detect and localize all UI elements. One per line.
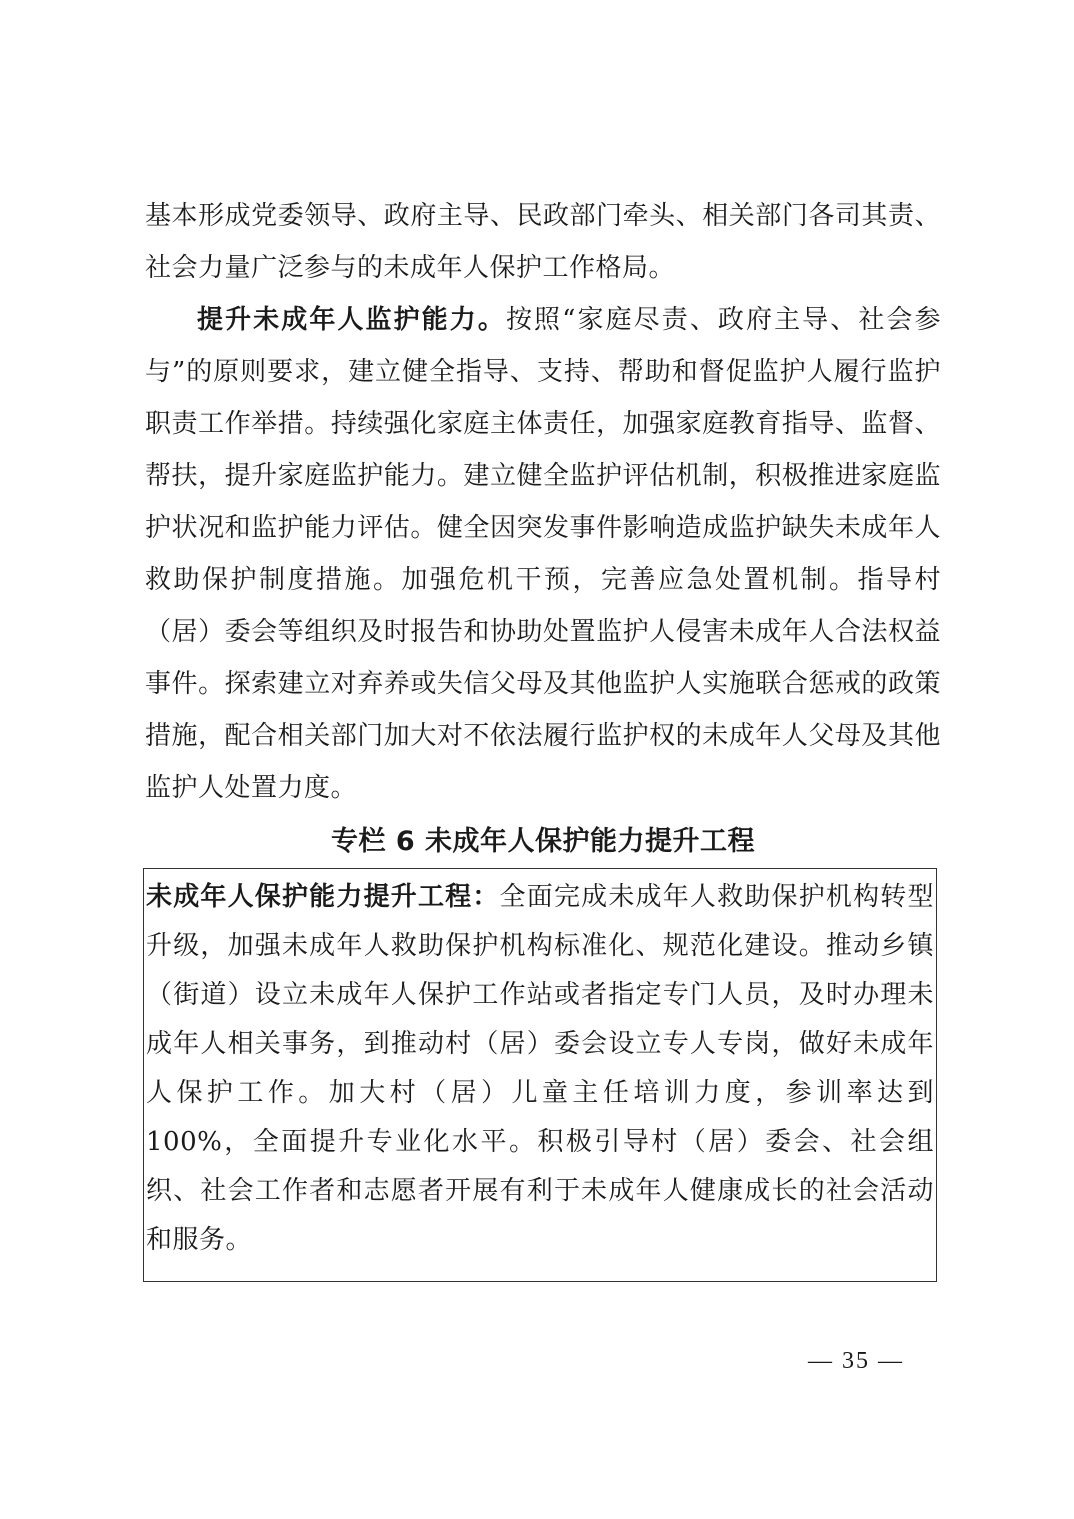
paragraph-heading: 提升未成年人监护能力。 <box>197 305 506 335</box>
column-box-body: 全面完成未成年人救助保护机构转型升级，加强未成年人救助保护机构标准化、规范化建设。推动乡镇（街道）设立未成年人保护工作站或者指定专门人员，及时办理未成年人相关事务，到推动村（居）委会设立专人专岗，做好未成年人保护工作。加大村（居）儿童主任培训力度，参训率达到 100%，全面提升专业化水平。积极引导村（居）委会、社会组织、社会工作者和志愿者开展有利于未成年人健康成长的社会活动和服务。 <box>146 882 934 1255</box>
paragraph-text: 按照“家庭尽责、政府主导、社会参与”的原则要求，建立健全指导、支持、帮助和督促监护人履行监护职责工作举措。持续强化家庭主体责任，加强家庭教育指导、监督、帮扶，提升家庭监护能力。建立健全监护评估机制，积极推进家庭监护状况和监护能力评估。健全因突发事件影响造成监护缺失未成年人救助保护制度措施。加强危机干预，完善应急处置机制。指导村（居）委会等组织及时报告和协助处置监护人侵害未成年人合法权益事件。探索建立对弃养或失信父母及其他监护人实施联合惩戒的政策措施，配合相关部门加大对不依法履行监护权的未成年人父母及其他监护人处置力度。 <box>145 305 941 803</box>
paragraph-guardianship <box>145 294 941 814</box>
column-box-heading: 未成年人保护能力提升工程： <box>146 882 500 912</box>
page-number: — 35 — <box>808 1348 904 1374</box>
paragraph-text: 基本形成党委领导、政府主导、民政部门牵头、相关部门各司其责、社会力量广泛参与的未成年人保护工作格局。 <box>145 201 941 283</box>
column-box <box>143 868 937 1282</box>
paragraph-continuation <box>145 190 941 294</box>
column-title: 专栏 6 未成年人保护能力提升工程 <box>330 826 756 857</box>
column-box-text <box>146 873 934 1265</box>
